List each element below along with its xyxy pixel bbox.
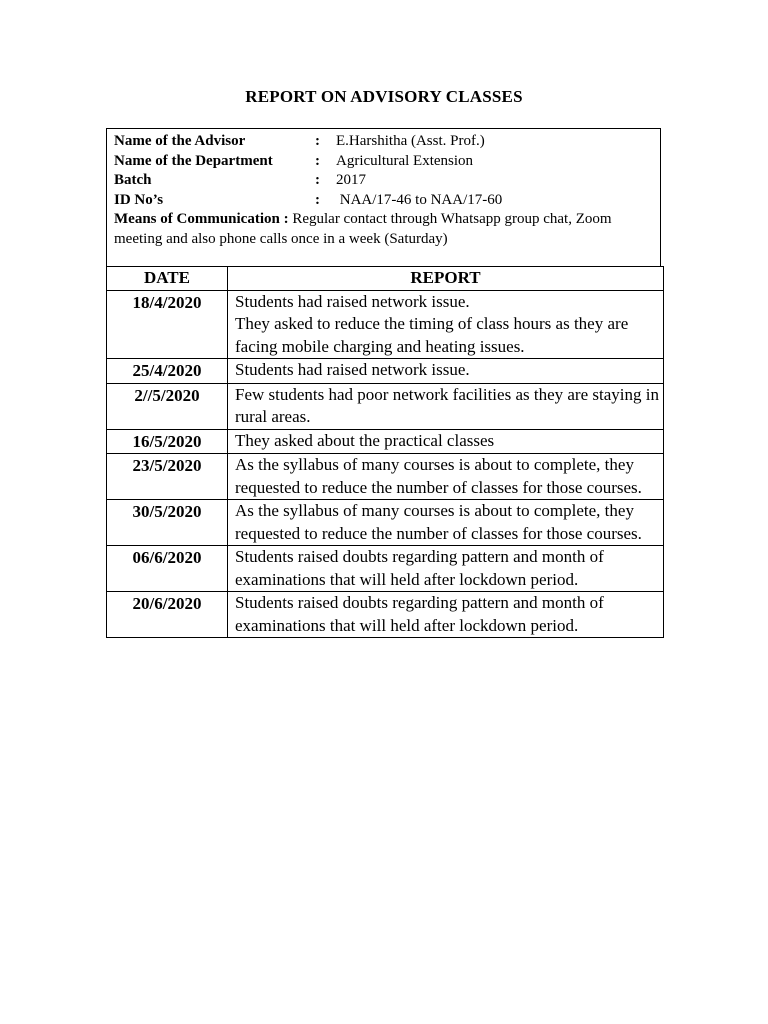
report-text: Students had raised network issue. xyxy=(235,360,470,379)
table-row xyxy=(107,383,664,429)
report-text: They asked to reduce the timing of class hours as they are facing mobile charging and heating issues. xyxy=(235,314,629,356)
info-colon: : xyxy=(315,172,320,188)
means-value: Regular contact through Whatsapp group chat, Zoom meeting and also phone calls once in a week (Saturday) xyxy=(114,211,616,247)
table-row xyxy=(107,500,664,546)
table-row xyxy=(107,290,664,359)
date-cell: 2//5/2020 xyxy=(107,383,228,429)
date-cell: 23/5/2020 xyxy=(107,454,228,500)
date-cell: 20/6/2020 xyxy=(107,592,228,638)
report-text: Students raised doubts regarding pattern and month of examinations that will held after lockdown period. xyxy=(235,593,604,635)
date-cell: 30/5/2020 xyxy=(107,500,228,546)
batch-value: 2017 xyxy=(336,172,366,188)
info-row-department xyxy=(114,152,660,172)
report-cell xyxy=(228,383,664,429)
means-of-communication xyxy=(114,210,660,249)
date-cell: 18/4/2020 xyxy=(107,290,228,359)
report-cell xyxy=(228,592,664,638)
report-text: They asked about the practical classes xyxy=(235,430,495,450)
info-row-id-numbers xyxy=(114,191,660,211)
report-cell xyxy=(228,429,664,454)
report-table xyxy=(106,266,664,638)
info-row-advisor xyxy=(114,132,660,152)
info-label: Batch xyxy=(114,172,152,188)
info-colon: : xyxy=(315,191,320,208)
report-cell xyxy=(228,546,664,592)
table-row xyxy=(107,429,664,454)
report-text: As the syllabus of many courses is about to complete, they requested to reduce the number of classes for those courses. xyxy=(235,455,642,497)
report-column-header: REPORT xyxy=(228,267,664,291)
table-row xyxy=(107,592,664,638)
info-colon: : xyxy=(315,152,320,169)
report-text: Few students had poor network facilities as they are staying in rural areas. xyxy=(235,384,659,426)
advisor-info-box xyxy=(106,128,661,267)
info-label: Name of the Department xyxy=(114,152,273,169)
means-label: Means of Communication : xyxy=(114,211,289,227)
report-text: Students raised doubts regarding pattern and month of examinations that will held after lockdown period. xyxy=(235,547,604,589)
date-cell: 06/6/2020 xyxy=(107,546,228,592)
info-label: Name of the Advisor xyxy=(114,133,246,149)
date-column-header: DATE xyxy=(107,267,228,291)
report-text: As the syllabus of many courses is about to complete, they requested to reduce the number of classes for those courses. xyxy=(235,501,642,543)
report-cell xyxy=(228,290,664,359)
report-cell xyxy=(228,359,664,384)
table-row xyxy=(107,454,664,500)
info-label: ID No’s xyxy=(114,191,164,208)
report-cell xyxy=(228,500,664,546)
report-table-body xyxy=(107,290,664,638)
report-text: Students had raised network issue. xyxy=(235,291,470,311)
report-table-header xyxy=(107,267,664,291)
table-row xyxy=(107,359,664,384)
advisor-name-value: E.Harshitha (Asst. Prof.) xyxy=(336,133,485,149)
department-value: Agricultural Extension xyxy=(336,152,474,169)
id-numbers-value: NAA/17-46 to NAA/17-60 xyxy=(336,191,503,208)
info-colon: : xyxy=(315,133,320,149)
info-row-batch xyxy=(114,171,660,191)
date-cell: 25/4/2020 xyxy=(107,359,228,384)
page-title: REPORT ON ADVISORY CLASSES xyxy=(245,87,523,106)
table-row xyxy=(107,546,664,592)
date-cell: 16/5/2020 xyxy=(107,429,228,454)
report-cell xyxy=(228,454,664,500)
